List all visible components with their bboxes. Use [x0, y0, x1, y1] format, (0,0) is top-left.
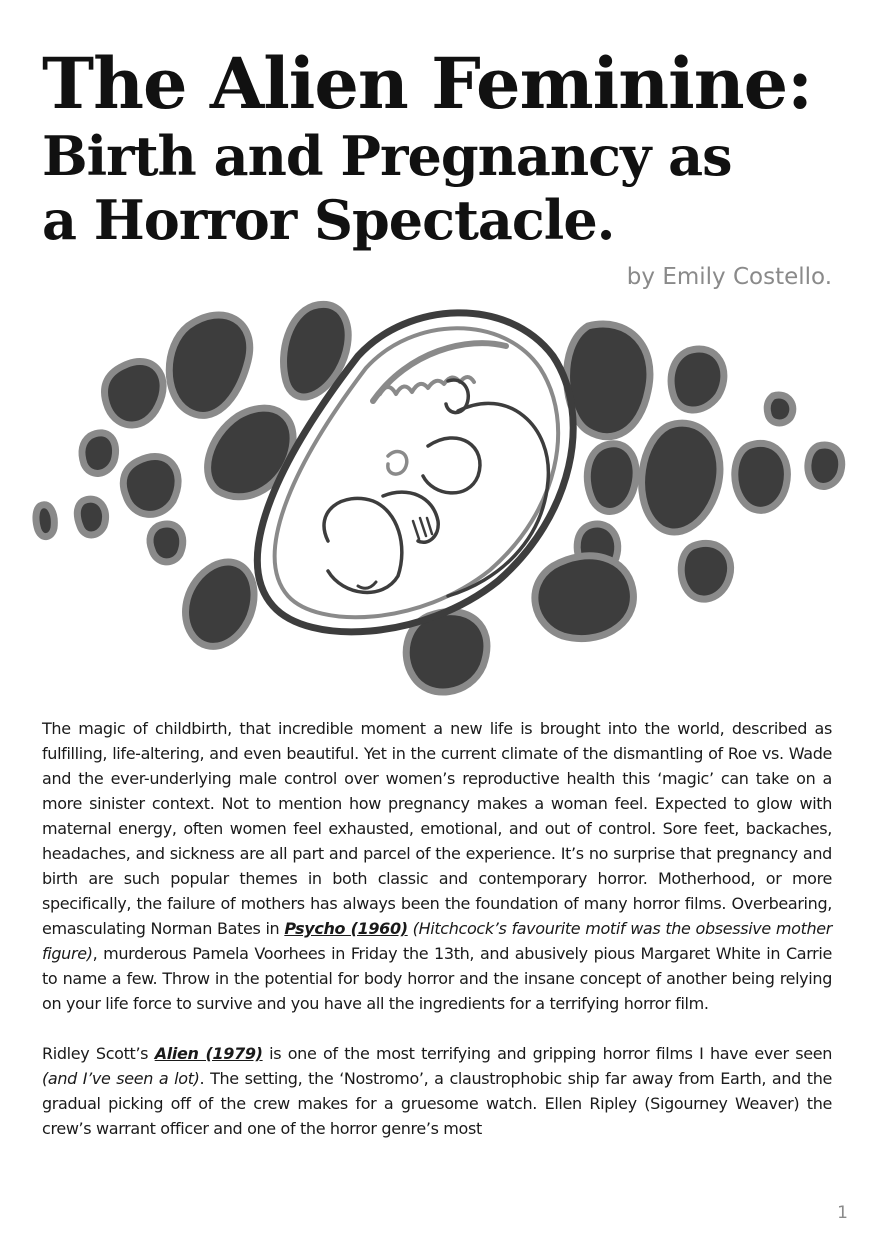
blob-shape: [671, 349, 724, 410]
blob-shape: [169, 315, 249, 415]
film-reference-alien: Alien (1979): [154, 1044, 263, 1063]
blob-shape: [150, 524, 183, 562]
blob-shape: [642, 423, 720, 532]
blob-shape: [104, 362, 163, 425]
page-number: 1: [837, 1203, 848, 1223]
fetus-face: [358, 582, 376, 588]
fetus-leg: [423, 438, 480, 493]
fetus-foot: [446, 380, 468, 413]
blob-shape: [186, 562, 255, 646]
paragraph-2-italic-aside: (and I’ve seen a lot): [42, 1069, 200, 1088]
blob-shape: [36, 505, 54, 537]
paragraph-1: [42, 716, 832, 1016]
paragraph-2-text-a: Ridley Scott’s: [42, 1044, 155, 1063]
paragraph-1-italic-aside: (Hitchcock’s favourite motif was the obsessive mother figure): [42, 919, 832, 963]
blob-shape: [535, 556, 634, 639]
blob-shape: [587, 444, 636, 512]
fetus-hand: [413, 518, 432, 539]
fetus-in-womb-illustration: [28, 296, 858, 706]
paragraph-2-text-c: . The setting, the ‘Nostromo’, a claustrophobic ship far away from Earth, and the gradual picking off of the crew makes for a gruesome watch. Ellen Ripley (Sigourney Weaver) the crew’s warrant officer and one of the horror genre’s most: [42, 1069, 832, 1138]
title-line-1: The Alien Feminine:: [42, 42, 813, 125]
blob-shape: [123, 457, 178, 515]
blob-shape: [77, 499, 105, 535]
paragraph-1-text-a: The magic of childbirth, that incredible moment a new life is brought into the world, described as fulfilling, life-altering, and even beautiful. Yet in the current climate of the dismantling of Roe vs. Wade and the ever-underlying male control over women’s reproductive health this ‘magic’ can take on a more sinister context. Not to mention how pregnancy makes a woman feel. Expected to glow with maternal energy, often women feel exhausted, emotional, and out of control. Sore feet, backaches, headaches, and sickness are all part and parcel of the experience. It’s no surprise that pregnancy and birth are such popular themes in both classic and contemporary horror. Motherhood, or more specifically, the failure of mothers has always been the foundation of many horror films. Overbearing, emasculating Norman Bates in: [42, 719, 832, 938]
paragraph-1-text-b: , murderous Pamela Voorhees in Friday the 13th, and abusively pious Margaret White in Carrie to name a few. Throw in the potential for body horror and the insane concept of another being relying on your life force to survive and you have all the ingredients for a terrifying horror film.: [42, 944, 832, 1013]
paragraph-2: [42, 1041, 832, 1141]
blob-shape: [767, 395, 793, 423]
paragraph-2-text-b: is one of the most terrifying and gripping horror films I have ever seen: [262, 1044, 832, 1063]
blob-shape: [808, 445, 842, 486]
article-title: [42, 44, 842, 252]
film-reference-psycho: Psycho (1960): [284, 919, 408, 938]
umbilical-cord: [388, 451, 407, 474]
title-line-2: Birth and Pregnancy as: [42, 124, 732, 188]
blob-shape: [567, 324, 650, 437]
blob-shape: [735, 443, 788, 510]
fetus-back: [448, 403, 548, 596]
author-byline: by Emily Costello.: [626, 264, 832, 290]
blob-shape: [681, 543, 730, 599]
fetus-head: [324, 498, 402, 592]
blob-shape: [82, 433, 116, 474]
title-line-3: a Horror Spectacle.: [42, 188, 615, 252]
article-body: [42, 716, 832, 1166]
